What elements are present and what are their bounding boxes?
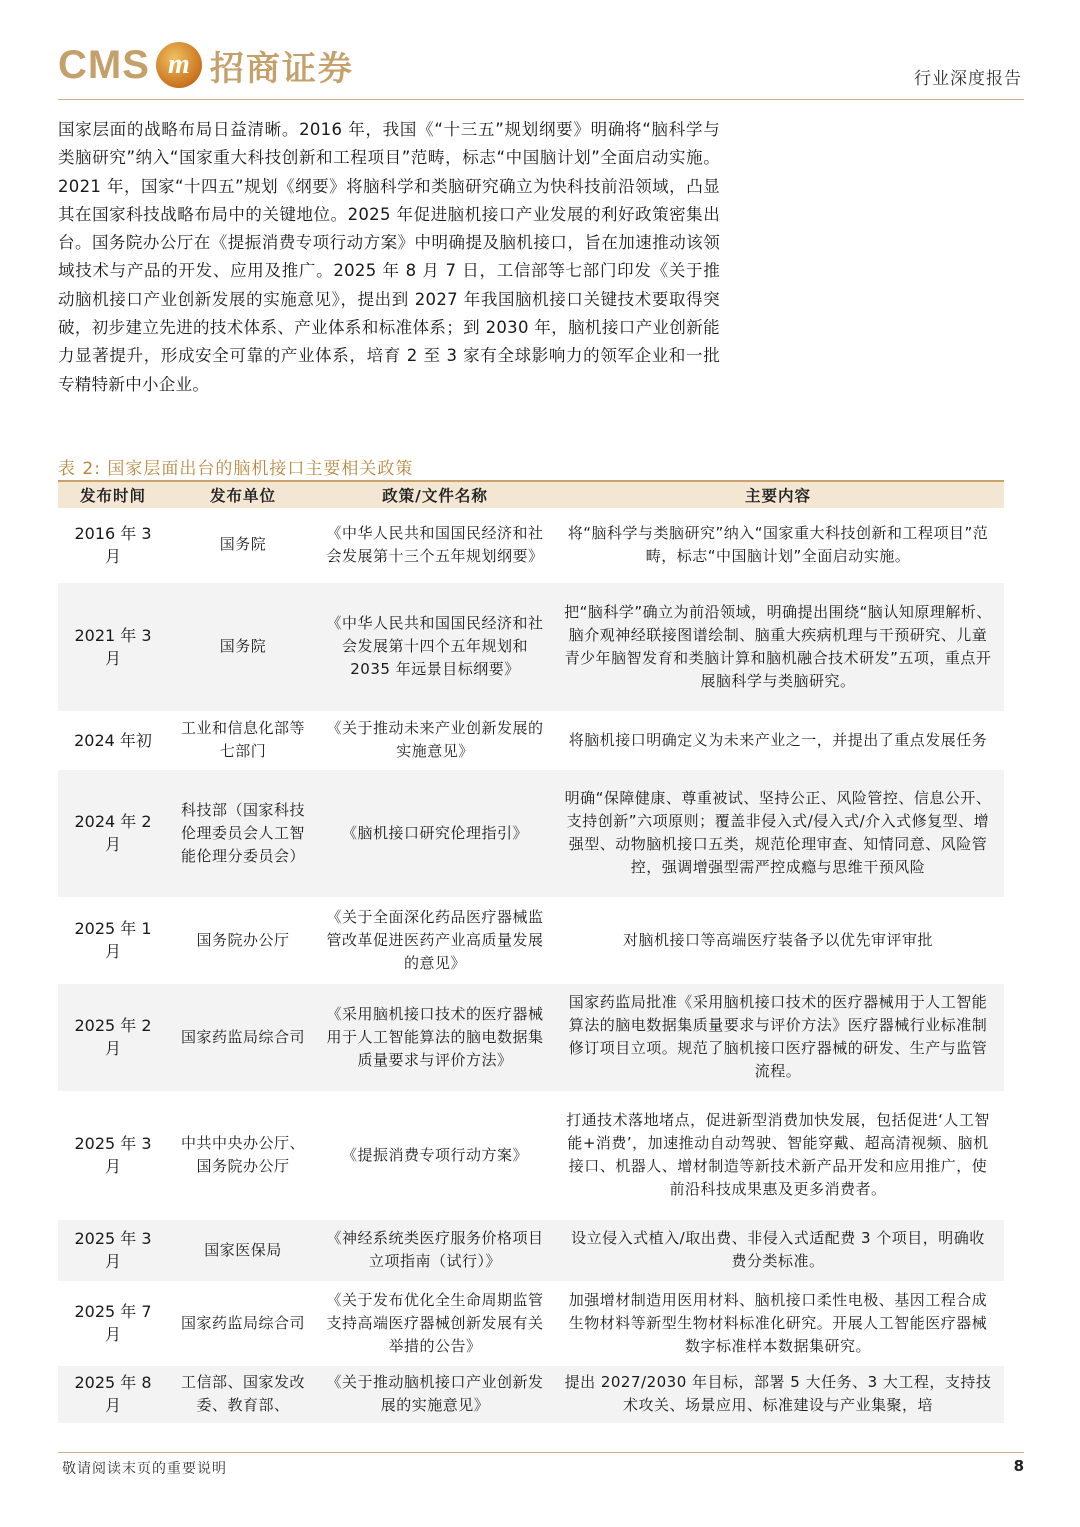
cell-org: 国家药监局综合司 xyxy=(168,983,318,1091)
header-doc: 政策/文件名称 xyxy=(318,482,552,508)
cell-date: 2025 年 8 月 xyxy=(58,1365,168,1423)
cell-content: 明确“保障健康、尊重被试、坚持公正、风险管控、信息公开、支持创新”六项原则；覆盖非侵入式/侵入式/介入式修复型、增强型、动物脑机接口五类，规范伦理审查、知情同意、风险管控，强调增强型需严控成瘾与思维干预风险 xyxy=(552,769,1004,897)
cell-content: 打通技术落地堵点，促进新型消费加快发展，包括促进‘人工智能+消费’，加速推动自动驾驶、智能穿戴、超高清视频、脑机接口、机器人、增材制造等新技术新产品开发和应用推广，使前沿科技成果惠及更多消费者。 xyxy=(552,1091,1004,1219)
page-header xyxy=(58,36,1024,100)
cell-content: 将“脑科学与类脑研究”纳入“国家重大科技创新和工程项目”范畴，标志“中国脑计划”全面启动实施。 xyxy=(552,508,1004,582)
cell-content: 加强增材制造用医用材料、脑机接口柔性电极、基因工程合成生物材料等新型生物材料标准化研究。开展人工智能医疗器械数字标准样本数据集研究。 xyxy=(552,1281,1004,1365)
footer-divider xyxy=(58,1452,1024,1453)
cell-date: 2024 年初 xyxy=(58,711,168,769)
cell-org: 工业和信息化部等七部门 xyxy=(168,711,318,769)
policy-table xyxy=(58,482,1004,1424)
page-number: 8 xyxy=(1013,1457,1024,1475)
cell-doc: 《中华人民共和国国民经济和社会发展第十三个五年规划纲要》 xyxy=(318,508,552,582)
cell-content: 把“脑科学”确立为前沿领域，明确提出围绕“脑认知原理解析、脑介观神经联接图谱绘制、脑重大疾病机理与干预研究、儿童青少年脑智发育和类脑计算和脑机融合技术研发”五项，重点开展脑科学与类脑研究。 xyxy=(552,582,1004,711)
table-header-row xyxy=(58,482,1004,508)
cell-org: 中共中央办公厅、国务院办公厅 xyxy=(168,1091,318,1219)
cell-date: 2021 年 3 月 xyxy=(58,582,168,711)
document-type-label: 行业深度报告 xyxy=(914,69,1022,89)
header-org: 发布单位 xyxy=(168,482,318,508)
cell-doc: 《提振消费专项行动方案》 xyxy=(318,1091,552,1219)
cell-doc: 《关于发布优化全生命周期监管支持高端医疗器械创新发展有关举措的公告》 xyxy=(318,1281,552,1365)
cell-org: 国务院 xyxy=(168,508,318,582)
cell-org: 国务院办公厅 xyxy=(168,897,318,983)
cell-doc: 《关于全面深化药品医疗器械监管改革促进医药产业高质量发展的意见》 xyxy=(318,897,552,983)
body-paragraph: 国家层面的战略布局日益清晰。2016 年，我国《“十三五”规划纲要》明确将“脑科学与类脑研究”纳入“国家重大科技创新和工程项目”范畴，标志“中国脑计划”全面启动实施。2021 年，国家“十四五”规划《纲要》将脑科学和类脑研究确立为快科技前沿领域，凸显其在国家科技战略布局中的关键地位。2025 年促进脑机接口产业发展的利好政策密集出台。国务院办公厅在《提振消费专项行动方案》中明确提及脑机接口，旨在加速推动该领域技术与产品的开发、应用及推广。2025 年 8 月 7 日，工信部等七部门印发《关于推动脑机接口产业创新发展的实施意见》，提出到 2027 年我国脑机接口关键技术要取得突破，初步建立先进的技术体系、产业体系和标准体系；到 2030 年，脑机接口产业创新能力显著提升，形成安全可靠的产业体系，培育 2 至 3 家有全球影响力的领军企业和一批专精特新中小企业。 xyxy=(58,120,720,394)
cell-doc: 《关于推动脑机接口产业创新发展的实施意见》 xyxy=(318,1365,552,1423)
cell-date: 2025 年 1 月 xyxy=(58,897,168,983)
logo-latin-text: CMS xyxy=(58,42,150,87)
table-row xyxy=(58,1281,1004,1365)
cell-content: 将脑机接口明确定义为未来产业之一，并提出了重点发展任务 xyxy=(552,711,1004,769)
table-row xyxy=(58,508,1004,582)
cell-org: 工信部、国家发改委、教育部、 xyxy=(168,1365,318,1423)
cell-org: 国家药监局综合司 xyxy=(168,1281,318,1365)
cell-date: 2025 年 3 月 xyxy=(58,1219,168,1281)
cell-date: 2025 年 7 月 xyxy=(58,1281,168,1365)
logo-emblem-icon: m xyxy=(156,42,202,88)
cell-doc: 《采用脑机接口技术的医疗器械用于人工智能算法的脑电数据集质量要求与评价方法》 xyxy=(318,983,552,1091)
footer-disclaimer: 敬请阅读末页的重要说明 xyxy=(62,1461,227,1477)
table-caption: 表 2: 国家层面出台的脑机接口主要相关政策 xyxy=(58,459,414,479)
cell-doc: 《脑机接口研究伦理指引》 xyxy=(318,769,552,897)
header-content: 主要内容 xyxy=(552,482,1004,508)
cell-org: 国家医保局 xyxy=(168,1219,318,1281)
table-row xyxy=(58,1091,1004,1219)
cell-doc: 《关于推动未来产业创新发展的实施意见》 xyxy=(318,711,552,769)
table-row xyxy=(58,769,1004,897)
table-row xyxy=(58,582,1004,711)
company-logo xyxy=(58,38,354,92)
cell-org: 国务院 xyxy=(168,582,318,711)
table-row xyxy=(58,897,1004,983)
logo-chinese-text: 招商证券 xyxy=(209,48,354,89)
cell-doc: 《神经系统类医疗服务价格项目立项指南（试行）》 xyxy=(318,1219,552,1281)
cell-doc: 《中华人民共和国国民经济和社会发展第十四个五年规划和 2035 年远景目标纲要》 xyxy=(318,582,552,711)
table-row xyxy=(58,1365,1004,1423)
cell-content: 对脑机接口等高端医疗装备予以优先审评审批 xyxy=(552,897,1004,983)
table-row xyxy=(58,711,1004,769)
cell-org: 科技部（国家科技伦理委员会人工智能伦理分委员会） xyxy=(168,769,318,897)
cell-content: 设立侵入式植入/取出费、非侵入式适配费 3 个项目，明确收费分类标准。 xyxy=(552,1219,1004,1281)
cell-date: 2024 年 2 月 xyxy=(58,769,168,897)
cell-date: 2016 年 3 月 xyxy=(58,508,168,582)
header-date: 发布时间 xyxy=(58,482,168,508)
table-row xyxy=(58,1219,1004,1281)
cell-date: 2025 年 3 月 xyxy=(58,1091,168,1219)
table-row xyxy=(58,983,1004,1091)
cell-content: 提出 2027/2030 年目标，部署 5 大任务、3 大工程，支持技术攻关、场景应用、标准建设与产业集聚，培 xyxy=(552,1365,1004,1423)
cell-date: 2025 年 2 月 xyxy=(58,983,168,1091)
cell-content: 国家药监局批准《采用脑机接口技术的医疗器械用于人工智能算法的脑电数据集质量要求与评价方法》医疗器械行业标准制修订项目立项。规范了脑机接口医疗器械的研发、生产与监管流程。 xyxy=(552,983,1004,1091)
